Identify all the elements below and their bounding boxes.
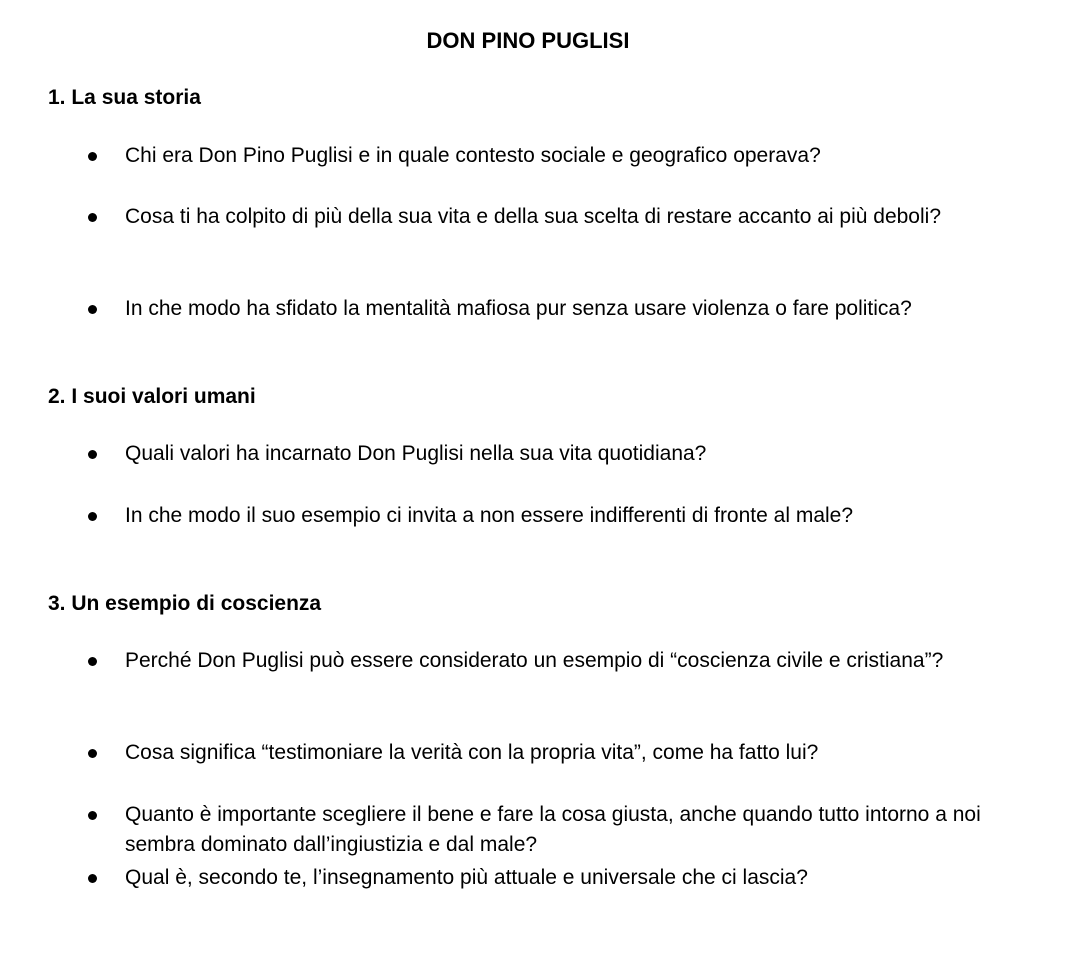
section-heading-valori: 2. I suoi valori umani bbox=[48, 385, 256, 408]
question-item bbox=[88, 738, 1018, 768]
question-text: In che modo il suo esempio ci invita a non essere indifferenti di fronte al male? bbox=[125, 504, 854, 527]
question-text: Quali valori ha incarnato Don Puglisi nella sua vita quotidiana? bbox=[125, 442, 707, 465]
question-item bbox=[88, 501, 1018, 531]
document-title: DON PINO PUGLISI bbox=[426, 28, 630, 53]
question-text: Cosa ti ha colpito di più della sua vita e della sua scelta di restare accanto ai più deboli? bbox=[125, 205, 941, 228]
question-item bbox=[88, 141, 1018, 171]
bullet-dot-icon bbox=[88, 811, 97, 820]
section-heading-coscienza: 3. Un esempio di coscienza bbox=[48, 592, 322, 615]
bullet-dot-icon bbox=[88, 657, 97, 666]
question-text: Qual è, secondo te, l’insegnamento più attuale e universale che ci lascia? bbox=[125, 866, 808, 889]
question-text: Chi era Don Pino Puglisi e in quale contesto sociale e geografico operava? bbox=[125, 144, 821, 167]
bullet-dot-icon bbox=[88, 305, 97, 314]
question-item bbox=[88, 800, 1018, 860]
question-item bbox=[88, 202, 1018, 232]
bullet-dot-icon bbox=[88, 874, 97, 883]
bullet-dot-icon bbox=[88, 749, 97, 758]
section-heading-storia: 1. La sua storia bbox=[48, 86, 201, 109]
bullet-dot-icon bbox=[88, 213, 97, 222]
question-item bbox=[88, 294, 1018, 324]
question-item bbox=[88, 439, 1018, 469]
bullet-dot-icon bbox=[88, 512, 97, 521]
question-item bbox=[88, 646, 1018, 676]
bullet-dot-icon bbox=[88, 450, 97, 459]
question-item bbox=[88, 863, 1018, 893]
question-text: In che modo ha sfidato la mentalità mafiosa pur senza usare violenza o fare politica? bbox=[125, 297, 912, 320]
question-text: Quanto è importante scegliere il bene e fare la cosa giusta, anche quando tutto intorno a noi sembra dominato dall’ingiustizia e dal male? bbox=[125, 803, 981, 856]
bullet-dot-icon bbox=[88, 152, 97, 161]
question-text: Perché Don Puglisi può essere considerato un esempio di “coscienza civile e cristiana”? bbox=[125, 649, 944, 672]
question-text: Cosa significa “testimoniare la verità con la propria vita”, come ha fatto lui? bbox=[125, 741, 819, 764]
